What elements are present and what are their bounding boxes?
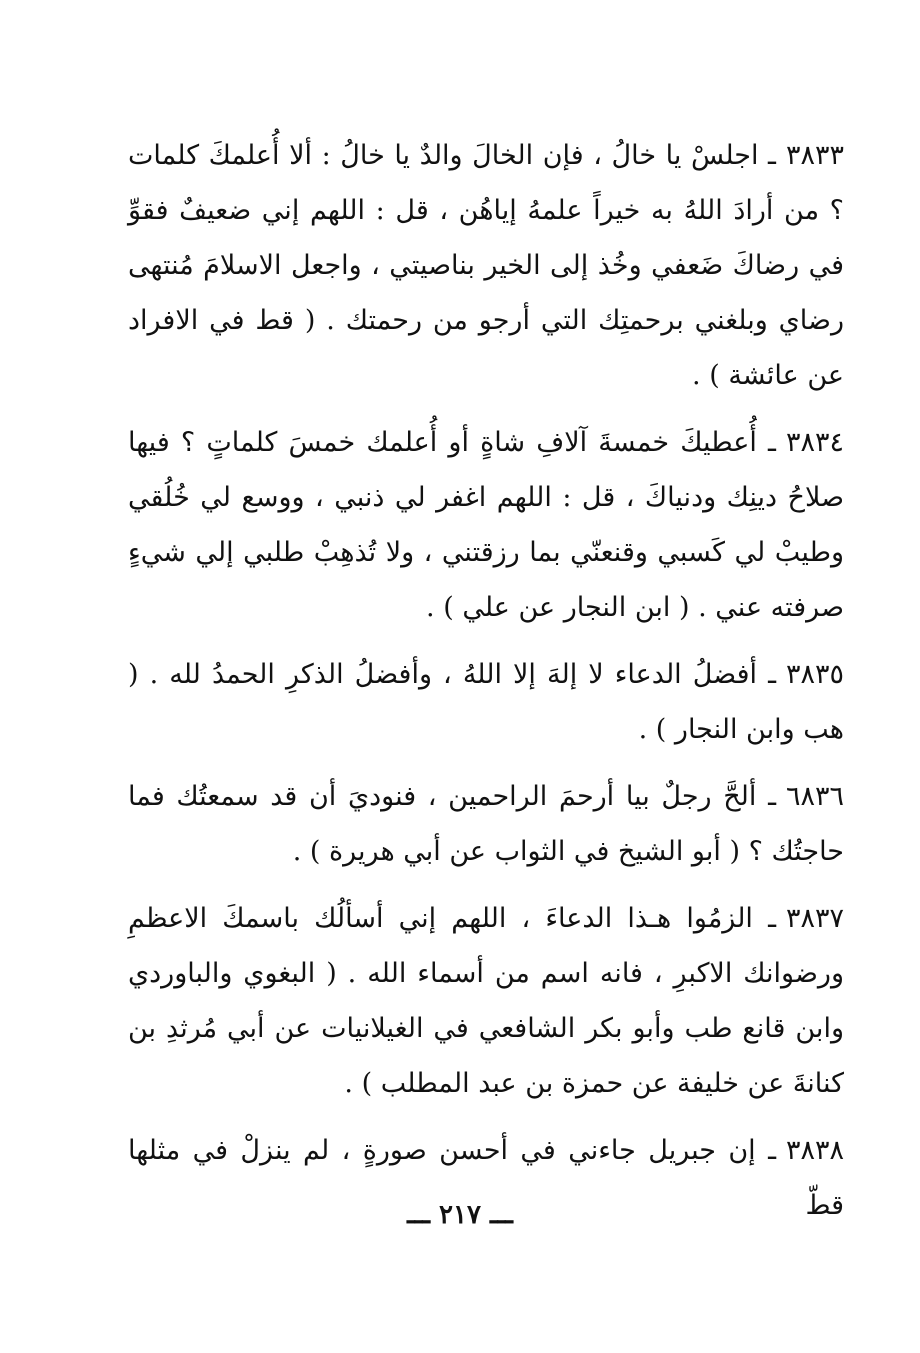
hadith-paragraph [128,769,844,879]
hadith-number: ٣٨٣٥ [785,659,844,690]
page-number: ـــ ٢١٧ ـــ [407,1200,513,1230]
hadith-number: ٣٨٣٤ [785,427,844,458]
hadith-paragraph [128,415,844,635]
hadith-paragraph [128,891,844,1111]
hadith-number: ٣٨٣٨ [785,1135,844,1166]
hadith-number: ٣٨٣٧ [785,903,844,934]
hadith-text: ـ ألحَّ رجلٌ بيا أرحمَ الراحمين ، فنوديَ أن قد سمعتُك فما حاجتُك ؟ ( أبو الشيخ في الثواب عن أبي هريرة ) . [128,781,844,867]
page-body [128,128,844,1245]
hadith-text: ـ أفضلُ الدعاء لا إلهَ إلا اللهُ ، وأفضلُ الذكرِ الحمدُ لله . ( هب وابن النجار ) . [128,659,844,745]
hadith-text: ـ اجلسْ يا خالُ ، فإن الخالَ والدٌ يا خالُ : ألا أُعلمكَ كلمات ؟ من أرادَ اللهُ به خيراً علمهُ إياهُن ، قل : اللهم إني ضعيفٌ فقوِّ في رضاكَ ضَعفي وخُذ إلى الخير بناصيتي ، واجعل الاسلامَ مُنتهى رضاي وبلغني برحمتِك التي أرجو من رحمتك . ( قط في الافراد عن عائشة ) . [128,140,844,391]
hadith-number: ٣٨٣٣ [785,140,844,171]
hadith-text: ـ إن جبريل جاءني في أحسن صورةٍ ، لم ينزلْ في مثلها قطّ [128,1135,844,1221]
hadith-number: ٦٨٣٦ [785,781,844,812]
hadith-paragraph [128,647,844,757]
hadith-text: ـ أُعطيكَ خمسةَ آلافِ شاةٍ أو أُعلمك خمسَ كلماتٍ ؟ فيها صلاحُ دينِك ودنياكَ ، قل : اللهم اغفر لي ذنبي ، ووسع لي خُلُقي وطيبْ لي كَسبي وقنعنّي بما رزقتني ، ولا تُذهِبْ طلبي إلي شيءٍ صرفته عني . ( ابن النجار عن علي ) . [128,427,844,623]
hadith-text: ـ الزمُوا هـذا الدعاءَ ، اللهم إني أسألُك باسمكَ الاعظمِ ورضوانك الاكبرِ ، فانه اسم من أسماء الله . ( البغوي والباوردي وابن قانع طب وأبو بكر الشافعي في الغيلانيات عن أبي مُرثدِ بن كنانةَ عن خليفة عن حمزة بن عبد المطلب ) . [128,903,844,1099]
hadith-paragraph [128,128,844,403]
